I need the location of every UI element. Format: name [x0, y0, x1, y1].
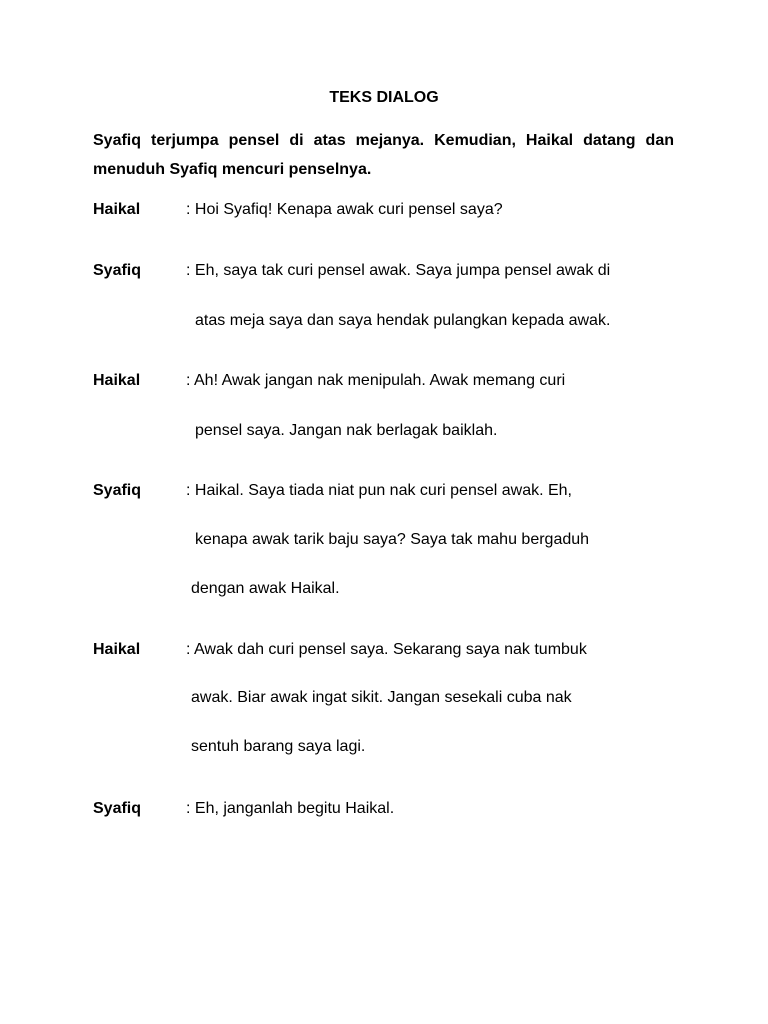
speaker-name: Haikal [93, 201, 141, 218]
dialogue-line: : Eh, saya tak curi pensel awak. Saya jumpa pensel awak di [186, 262, 611, 279]
dialogue-line: pensel saya. Jangan nak berlagak baiklah. [195, 422, 498, 439]
dialogue-line: atas meja saya dan saya hendak pulangkan kepada awak. [195, 312, 611, 329]
dialogue-line: dengan awak Haikal. [191, 580, 340, 597]
dialogue-line: sentuh barang saya lagi. [191, 738, 366, 755]
dialogue-line: awak. Biar awak ingat sikit. Jangan sesekali cuba nak [191, 689, 572, 706]
dialogue-line: : Hoi Syafiq! Kenapa awak curi pensel saya? [186, 201, 503, 218]
dialogue-line: : Awak dah curi pensel saya. Sekarang saya nak tumbuk [186, 641, 587, 658]
dialogue-line: kenapa awak tarik baju saya? Saya tak mahu bergaduh [195, 531, 590, 548]
dialogue-line: : Ah! Awak jangan nak menipulah. Awak memang curi [186, 372, 566, 389]
dialogue-line: : Eh, janganlah begitu Haikal. [186, 800, 395, 817]
speaker-name: Haikal [93, 372, 141, 389]
speaker-name: Syafiq [93, 800, 142, 817]
intro-paragraph: Syafiq terjumpa pensel di atas mejanya. Kemudian, Haikal datang dan menuduh Syafiq mencuri penselnya. [93, 132, 674, 178]
speaker-name: Haikal [93, 641, 141, 658]
speaker-name: Syafiq [93, 482, 142, 499]
dialogue-line: : Haikal. Saya tiada niat pun nak curi pensel awak. Eh, [186, 482, 572, 499]
document-title: TEKS DIALOG [329, 89, 439, 106]
speaker-name: Syafiq [93, 262, 142, 279]
